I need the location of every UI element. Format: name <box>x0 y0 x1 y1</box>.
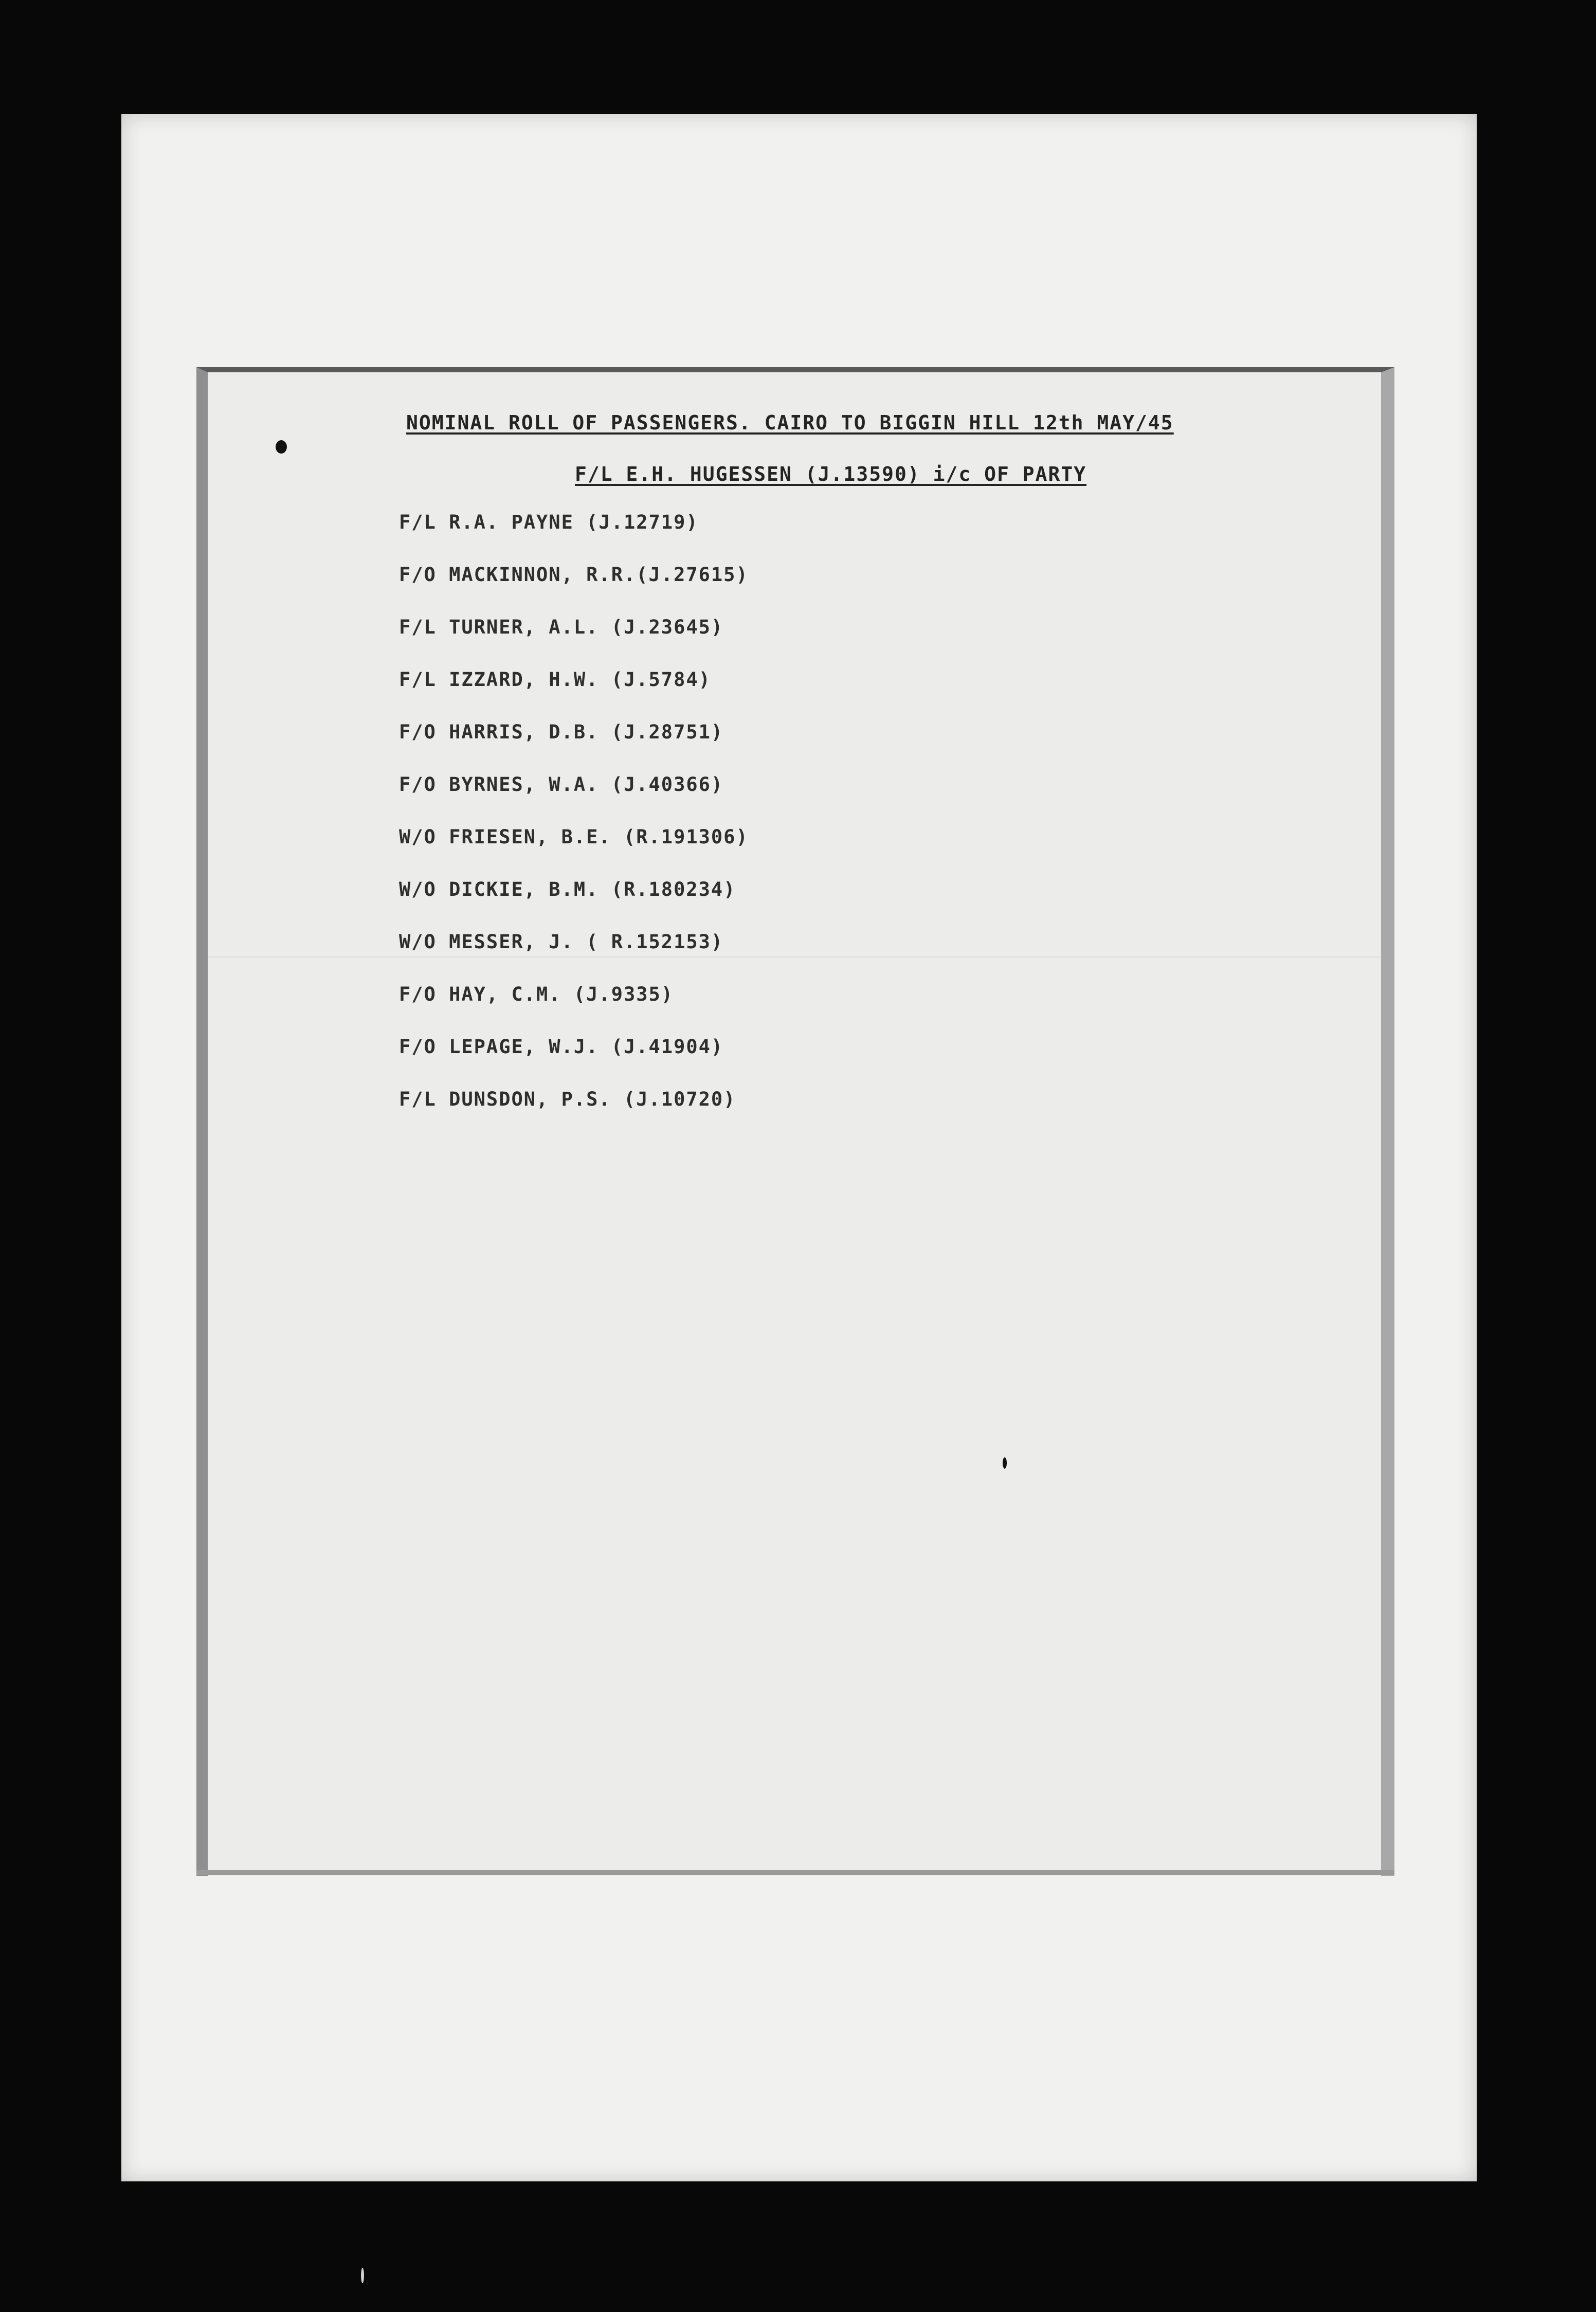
list-item: F/L IZZARD, H.W. (J.5784) <box>399 669 711 691</box>
document-sheet <box>196 367 1394 1876</box>
ink-speck <box>1003 1457 1007 1469</box>
list-item: W/O DICKIE, B.M. (R.180234) <box>399 878 736 900</box>
list-item: F/O LEPAGE, W.J. (J.41904) <box>399 1036 724 1058</box>
ink-speck <box>361 2268 364 2283</box>
fold-line <box>208 956 1381 958</box>
list-item: F/O MACKINNON, R.R.(J.27615) <box>399 564 749 586</box>
passenger-list <box>399 512 749 1142</box>
sheet-bottom-edge <box>196 1870 1394 1875</box>
list-item: W/O FRIESEN, B.E. (R.191306) <box>399 826 749 848</box>
ink-speck <box>276 440 287 454</box>
document-title: NOMINAL ROLL OF PASSENGERS. CAIRO TO BIGGIN HILL 12th MAY/45 <box>406 411 1174 434</box>
officer-in-charge: F/L E.H. HUGESSEN (J.13590) i/c OF PARTY <box>575 463 1087 485</box>
list-item: F/O BYRNES, W.A. (J.40366) <box>399 773 724 796</box>
list-item: F/L R.A. PAYNE (J.12719) <box>399 511 699 533</box>
list-item: F/L TURNER, A.L. (J.23645) <box>399 616 724 638</box>
list-item: F/O HARRIS, D.B. (J.28751) <box>399 721 724 743</box>
list-item: F/O HAY, C.M. (J.9335) <box>399 983 674 1005</box>
list-item: F/L DUNSDON, P.S. (J.10720) <box>399 1088 736 1110</box>
list-item: W/O MESSER, J. ( R.152153) <box>399 931 724 953</box>
